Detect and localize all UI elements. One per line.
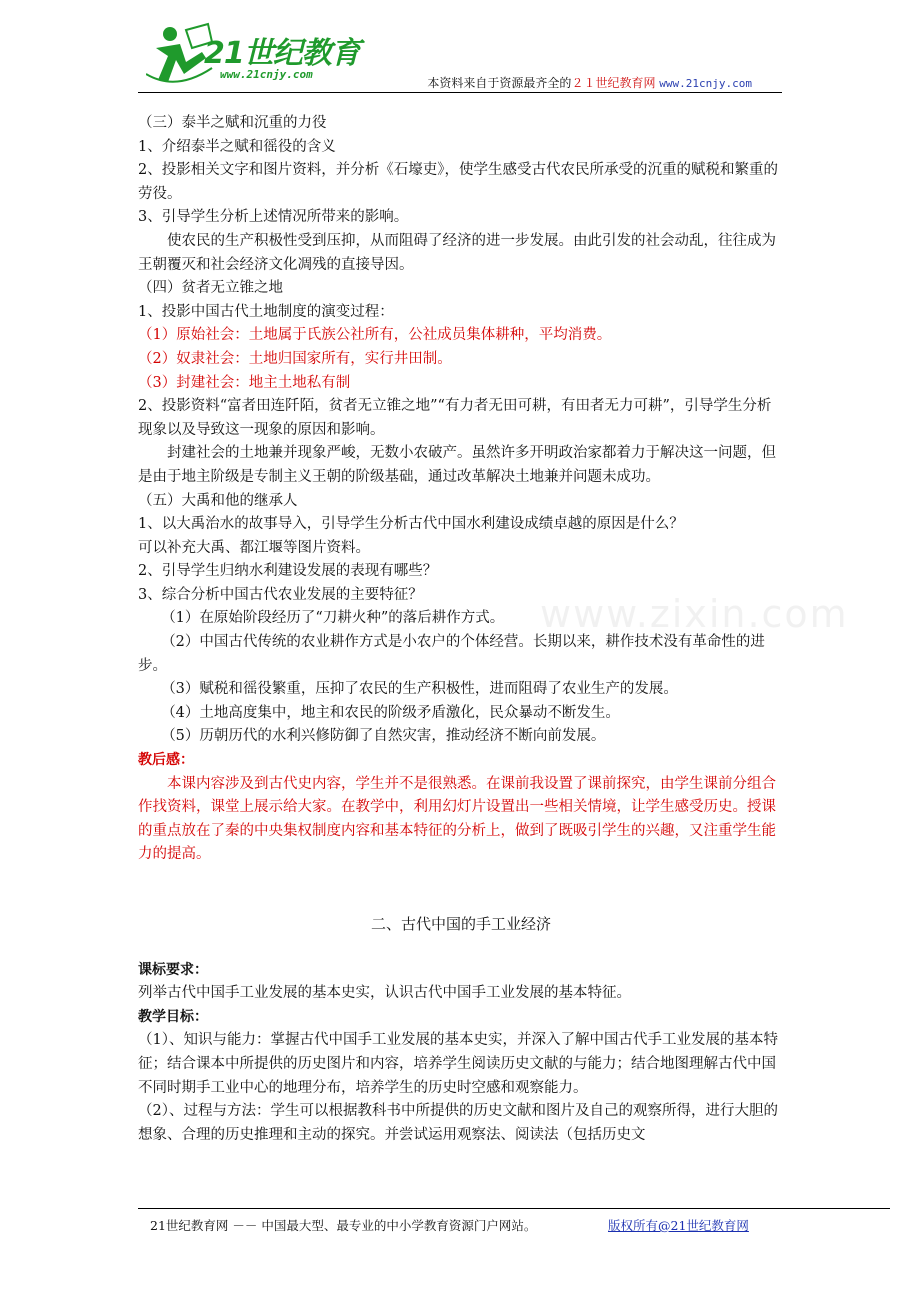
- list-item: （2）奴隶社会：土地归国家所有，实行井田制。: [138, 350, 452, 367]
- paragraph: 1、投影中国古代土地制度的演变过程：: [138, 303, 394, 320]
- paragraph: 2、投影相关文字和图片资料，并分析《石壕吏》，使学生感受古代农民所承受的沉重的赋税和繁重的劳役。: [138, 162, 778, 202]
- paragraph: 2、引导学生归纳水利建设发展的表现有哪些？: [138, 563, 438, 580]
- logo-url: www.21cnjy.com: [220, 68, 313, 81]
- page-header: [138, 20, 782, 92]
- header-caption-prefix: 本资料来自于资源最齐全的: [427, 76, 572, 90]
- spacer: [138, 867, 784, 913]
- reflection-text: 本课内容涉及到古代史内容，学生并不是很熟悉。在课前我设置了课前探究，由学生课前分组合作找资料，课堂上展示给大家。在教学中，利用幻灯片设置出一些相关情境，让学生感受历史。授课的重点放在了秦的中央集权制度内容和基本特征的分析上，做到了既吸引学生的兴趣，又注重学生能力的提高。: [138, 775, 776, 863]
- paragraph: 1、介绍泰半之赋和徭役的含义: [138, 138, 336, 155]
- paragraph: （1）、知识与能力：掌握古代中国手工业发展的基本史实，并深入了解中国古代手工业发展的基本特征；结合课本中所提供的历史图片和内容，培养学生阅读历史文献的与能力；结合地图理解古代中国不同时期手工业中心的地理分布，培养学生的历史时空感和观察能力。: [138, 1032, 778, 1096]
- footer-text: 21世纪教育网 －－ 中国最大型、最专业的中小学教育资源门户网站。: [150, 1218, 537, 1233]
- header-caption-url[interactable]: www.21cnjy.com: [659, 77, 752, 90]
- subsection-heading: （五）大禹和他的继承人: [138, 492, 298, 509]
- site-logo[interactable]: [146, 22, 376, 88]
- paragraph: 2、投影资料“富者田连阡陌，贫者无立锥之地”“有力者无田可耕，有田者无力可耕”，引导学生分析现象以及导致这一现象的原因和影响。: [138, 398, 772, 438]
- list-item: （3）封建社会：地主土地私有制: [138, 374, 351, 391]
- paragraph: 可以补充大禹、都江堰等图片资料。: [138, 539, 370, 556]
- document-body: [138, 112, 784, 1147]
- logo-text: 21世纪教育: [204, 36, 360, 71]
- subsection-heading: （四）贫者无立锥之地: [138, 280, 283, 297]
- paragraph: 使农民的生产积极性受到压抑，从而阻碍了经济的进一步发展。由此引发的社会动乱，往往成为王朝覆灭和社会经济文化凋残的直接导因。: [138, 232, 776, 273]
- header-caption: [427, 74, 752, 91]
- paragraph: 3、引导学生分析上述情况所带来的影响。: [138, 209, 409, 226]
- list-item: （5）历朝历代的水利兴修防御了自然灾害，推动经济不断向前发展。: [161, 728, 606, 745]
- reflection-heading: 教后感：: [138, 752, 194, 769]
- list-item: （2）中国古代传统的农业耕作方式是小农户的个体经营。长期以来，耕作技术没有革命性的进步。: [138, 634, 765, 674]
- footer-copyright-link[interactable]: 版权所有@21世纪教育网: [608, 1218, 749, 1233]
- paragraph: 1、以大禹治水的故事导入，引导学生分析古代中国水利建设成绩卓越的原因是什么？: [138, 516, 684, 533]
- footer-divider: [138, 1208, 890, 1209]
- goals-heading: 教学目标：: [138, 1008, 208, 1025]
- section-title: 二、古代中国的手工业经济: [370, 915, 551, 933]
- paragraph: 3、综合分析中国古代农业发展的主要特征？: [138, 586, 423, 603]
- subsection-heading: （三）泰半之赋和沉重的力役: [138, 115, 327, 131]
- list-item: （1）在原始阶段经历了“刀耕火种”的落后耕作方式。: [161, 610, 505, 627]
- paragraph: 列举古代中国手工业发展的基本史实，认识古代中国手工业发展的基本特征。: [138, 985, 631, 1002]
- header-divider: [138, 92, 782, 93]
- spacer: [138, 937, 784, 959]
- watermark: www.zixin.com: [540, 592, 849, 636]
- standard-heading: 课标要求：: [138, 961, 208, 978]
- list-item: （1）原始社会：土地属于氏族公社所有，公社成员集体耕种，平均消费。: [138, 327, 612, 344]
- header-caption-site[interactable]: ２１世纪教育网: [571, 76, 656, 90]
- paragraph: （2）、过程与方法：学生可以根据教科书中所提供的历史文献和图片及自己的观察所得，进行大胆的想象、合理的历史推理和主动的探究。并尝试运用观察法、阅读法（包括历史文: [138, 1103, 778, 1143]
- list-item: （3）赋税和徭役繁重，压抑了农民的生产积极性，进而阻碍了农业生产的发展。: [161, 681, 678, 698]
- paragraph: 封建社会的土地兼并现象严峻，无数小农破产。虽然许多开明政治家都着力于解决这一问题，但是由于地主阶级是专制主义王朝的阶级基础，通过改革解决土地兼并问题未成功。: [138, 445, 776, 485]
- list-item: （4）土地高度集中，地主和农民的阶级矛盾激化，民众暴动不断发生。: [161, 704, 620, 721]
